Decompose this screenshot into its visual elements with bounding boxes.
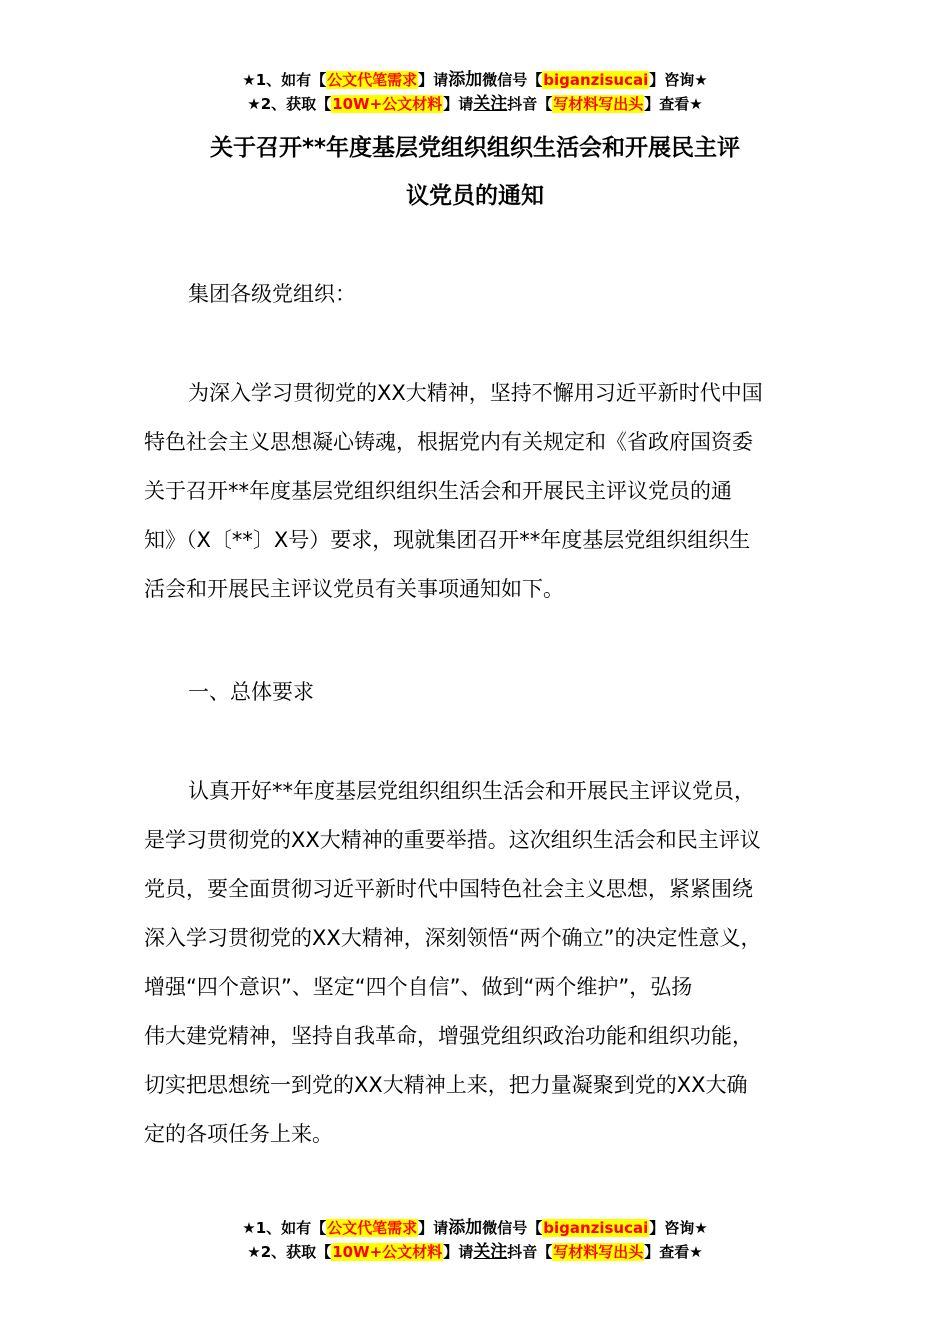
promo-banner-top xyxy=(0,68,950,116)
promo-banner-bottom xyxy=(0,1216,950,1264)
highlight-douyin-id: 写材料写出头 xyxy=(553,95,644,113)
paragraph-line: 深入学习贯彻党的XX大精神，深刻领悟“两个确立”的决定性意义， xyxy=(144,926,762,950)
highlight-wechat-id: biganzisucai xyxy=(543,71,649,89)
paragraph-line: 伟大建党精神，坚持自我革命，增强党组织政治功能和组织功能， xyxy=(144,1024,753,1048)
paragraph-line: 定的各项任务上来。 xyxy=(144,1122,333,1146)
document-title xyxy=(0,124,950,220)
paragraph-line: 是学习贯彻党的XX大精神的重要举措。这次组织生活会和民主评议 xyxy=(144,828,761,852)
highlight-douyin-id: 写材料写出头 xyxy=(553,1243,644,1261)
title-line-2: 议党员的通知 xyxy=(406,183,544,209)
highlight-materials: 10W+公文材料 xyxy=(332,1243,443,1261)
promo-line-2: ★2、获取【10W+公文材料】请关注抖音【写材料写出头】查看★ xyxy=(247,1242,703,1262)
paragraph-line: 特色社会主义思想凝心铸魂，根据党内有关规定和《省政府国资委 xyxy=(144,430,753,454)
paragraph-line: 切实把思想统一到党的XX大精神上来，把力量凝聚到党的XX大确 xyxy=(144,1073,748,1097)
highlight-service: 公文代笔需求 xyxy=(327,1219,418,1237)
paragraph-line: 党员，要全面贯彻习近平新时代中国特色社会主义思想，紧紧围绕 xyxy=(144,877,753,901)
intro-paragraph xyxy=(144,369,824,614)
highlight-wechat-id: biganzisucai xyxy=(543,1219,649,1237)
paragraph-line: 为深入学习贯彻党的XX大精神，坚持不懈用习近平新时代中国 xyxy=(188,381,763,405)
paragraph-line: 认真开好**年度基层党组织组织生活会和开展民主评议党员， xyxy=(188,779,755,803)
paragraph-line: 关于召开**年度基层党组织组织生活会和开展民主评议党员的通 xyxy=(144,479,732,503)
title-line-1: 关于召开**年度基层党组织组织生活会和开展民主评 xyxy=(209,135,741,161)
salutation: 集团各级党组织： xyxy=(188,282,356,306)
promo-line-2: ★2、获取【10W+公文材料】请关注抖音【写材料写出头】查看★ xyxy=(247,94,703,114)
requirements-paragraph xyxy=(144,767,824,1159)
paragraph-line: 活会和开展民主评议党员有关事项通知如下。 xyxy=(144,577,564,601)
section-heading: 一、总体要求 xyxy=(188,680,314,704)
promo-line-1: ★1、如有【公文代笔需求】请添加微信号【biganzisucai】咨询★ xyxy=(242,1218,708,1238)
paragraph-line: 增强“四个意识”、坚定“四个自信”、做到“两个维护”，弘扬 xyxy=(144,975,693,999)
promo-line-1: ★1、如有【公文代笔需求】请添加微信号【biganzisucai】咨询★ xyxy=(242,70,708,90)
paragraph-line: 知》（X〔**〕X号）要求，现就集团召开**年度基层党组织组织生 xyxy=(144,528,751,552)
highlight-materials: 10W+公文材料 xyxy=(332,95,443,113)
highlight-service: 公文代笔需求 xyxy=(327,71,418,89)
